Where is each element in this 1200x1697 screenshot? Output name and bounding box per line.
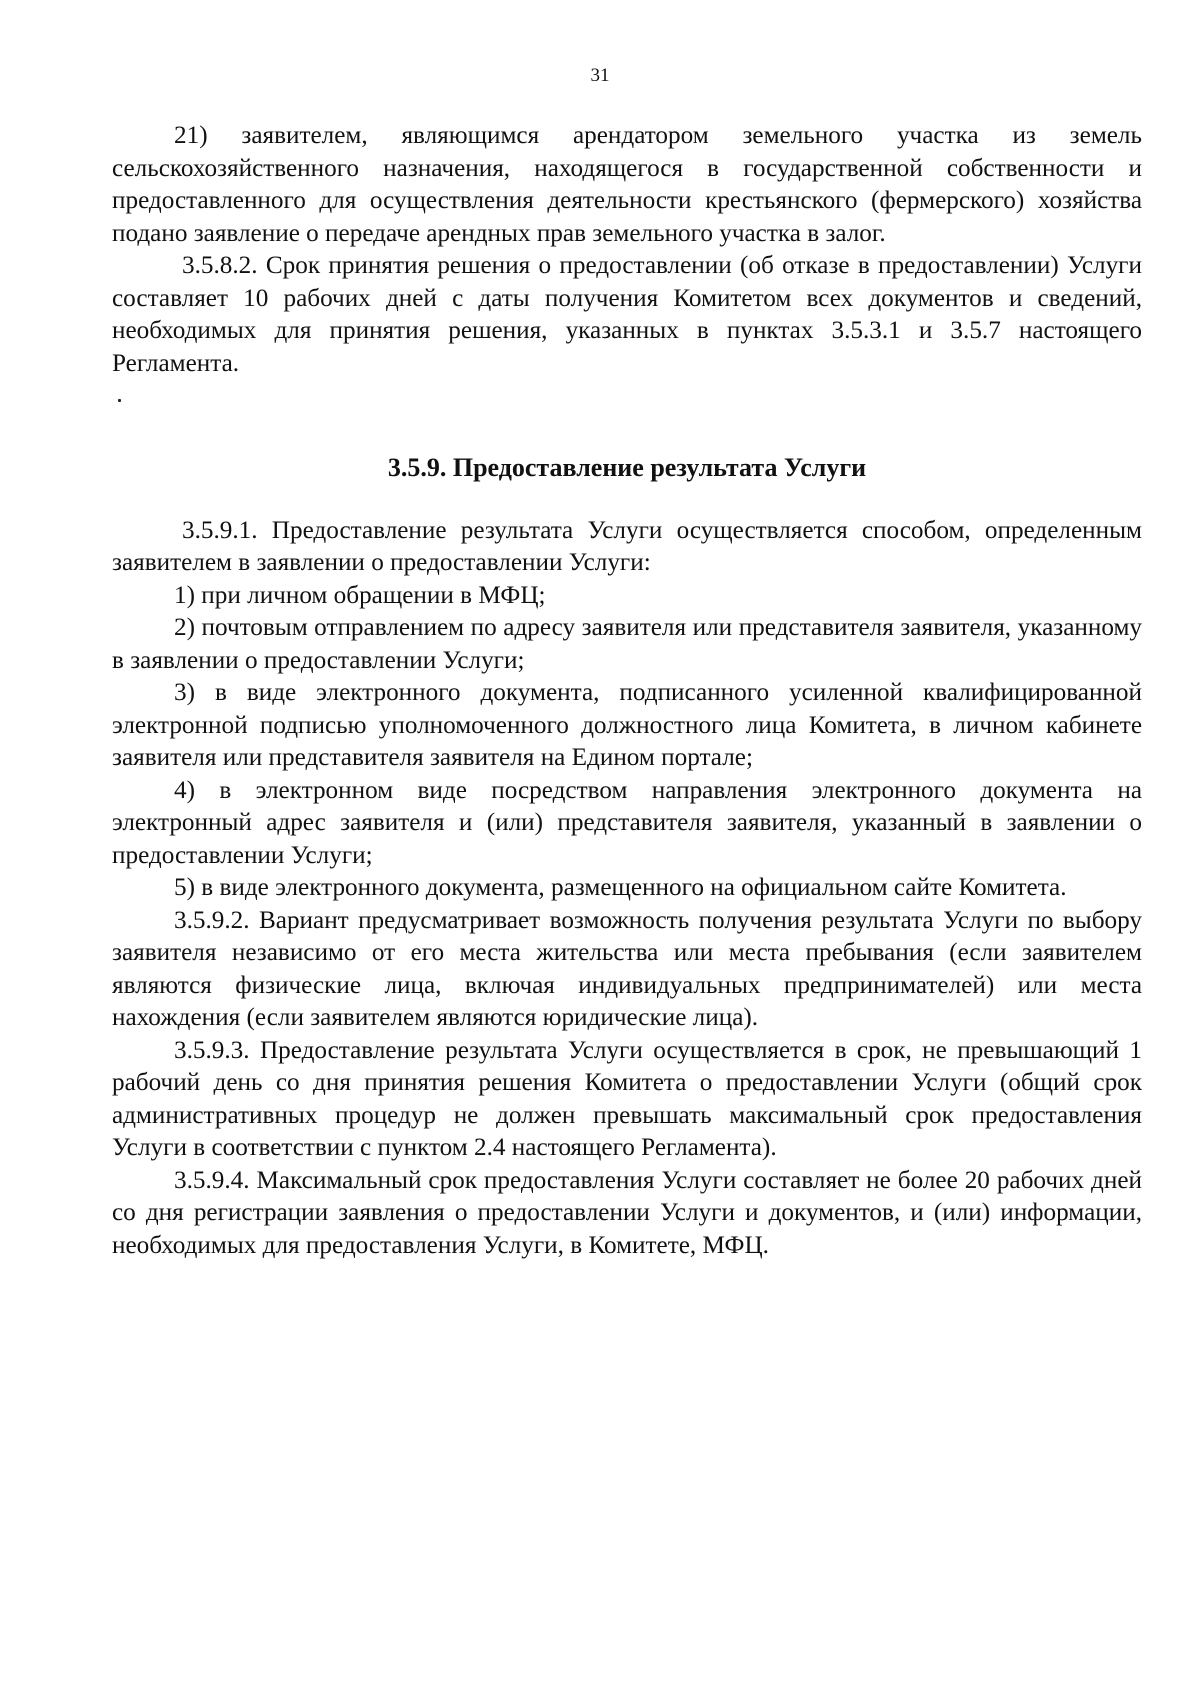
list-item-3: 3) в виде электронного документа, подписанного усиленной квалифицированной электронной подписью уполномоченного должностного лица Комитета, в личном кабинете заявителя или представителя заявителя на Едином портале; bbox=[112, 679, 1142, 771]
document-body bbox=[112, 120, 1142, 1262]
paragraph-3-5-8-2: 3.5.8.2. Срок принятия решения о предоставлении (об отказе в предоставлении) Услуги составляет 10 рабочих дней с даты получения Комитетом всех документов и сведений, необходимых для принятия решения, указанных в пунктах 3.5.3.1 и 3.5.7 настоящего Регламента. bbox=[112, 252, 1142, 377]
list-item-4: 4) в электронном виде посредством направления электронного документа на электронный адрес заявителя и (или) представителя заявителя, указанный в заявлении о предоставлении Услуги; bbox=[112, 776, 1142, 869]
page-number: 31 bbox=[590, 65, 610, 86]
list-item-2: 2) почтовым отправлением по адресу заявителя или представителя заявителя, указанному в заявлении о предоставлении Услуги; bbox=[112, 614, 1142, 674]
list-item-5: 5) в виде электронного документа, размещенного на официальном сайте Комитета. bbox=[174, 874, 1067, 901]
paragraph-3-5-9-3: 3.5.9.3. Предоставление результата Услуги осуществляется в срок, не превышающий 1 рабочий день со дня принятия решения Комитета о предоставлении Услуги (общий срок административных процедур не должен превышать максимальный срок предоставления Услуги в соответствии с пунктом 2.4 настоящего Регламента). bbox=[112, 1036, 1142, 1161]
spacer bbox=[112, 380, 1142, 452]
section-heading: 3.5.9. Предоставление результата Услуги bbox=[387, 453, 867, 482]
spacer bbox=[112, 485, 1142, 515]
paragraph-3-5-9-4: 3.5.9.4. Максимальный срок предоставления Услуги составляет не более 20 рабочих дней со дня регистрации заявления о предоставлении Услуги и документов, и (или) информации, необходимых для предоставления Услуги, в Комитете, МФЦ. bbox=[112, 1166, 1142, 1259]
paragraph-3-5-9-1: 3.5.9.1. Предоставление результата Услуги осуществляется способом, определенным заявителем в заявлении о предоставлении Услуги: bbox=[112, 516, 1142, 576]
paragraph-item-21: 21) заявителем, являющимся арендатором земельного участка из земель сельскохозяйственного назначения, находящегося в государственной собственности и предоставленного для осуществления деятельности крестьянского (фермерского) хозяйства подано заявление о передаче арендных прав земельного участка в залог. bbox=[112, 122, 1142, 247]
paragraph-3-5-9-2: 3.5.9.2. Вариант предусматривает возможность получения результата Услуги по выбору заявителя независимо от его места жительства или места пребывания (если заявителем являются физические лица, включая индивидуальных предпринимателей) или места нахождения (если заявителем являются юридические лица). bbox=[112, 906, 1142, 1031]
list-item-1: 1) при личном обращении в МФЦ; bbox=[174, 581, 546, 609]
scan-speck bbox=[118, 399, 121, 402]
